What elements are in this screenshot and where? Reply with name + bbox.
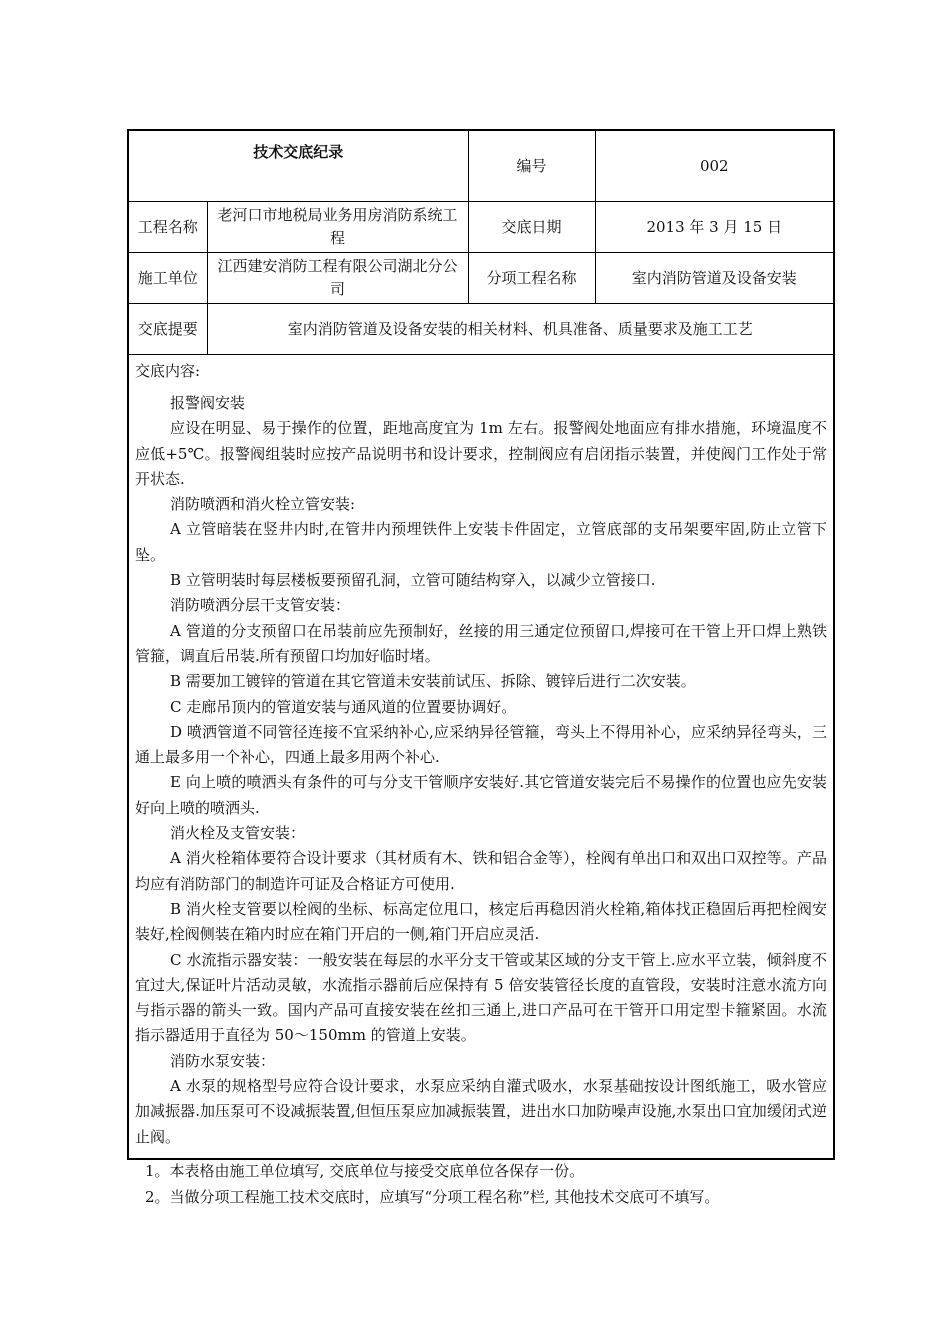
subproject-name-label: 分项工程名称 [468,253,595,304]
content-paragraph: C 水流指示器安装：一般安装在每层的水平分支干管或某区域的分支干管上.应水平立装，倾斜度不宜过大,保证叶片活动灵敏，水流指示器前后应保持有 5 倍安装管径长度的直管段，安装时注意水流方向与指示器的箭头一致。国内产品可直接安装在丝扣三通上,进口产品可在干管开口用定型卡箍紧固。水流指示器适用于直径为 50～150mm 的管道上安装。 [135,950,828,1045]
note-item: 1。本表格由施工单位填写, 交底单位与接受交底单位各保存一份。 [145,1162,585,1180]
content-paragraph: B 需要加工镀锌的管道在其它管道未安装前试压、拆除、镀锌后进行二次安装。 [170,672,696,691]
content-paragraph: A 管道的分支预留口在吊装前应先预制好，丝接的用三通定位预留口,焊接可在干管上开口焊上熟铁管箍，调直后吊装.所有预留口均加好临时堵。 [135,621,828,665]
content-paragraph: 应设在明显、易于操作的位置，距地高度宜为 1m 左右。报警阀处地面应有排水措施，环境温度不应低+5℃。报警阀组装时应按产品说明书和设计要求，控制阀应有启闭指示装置，并使阀门工作处于常开状态. [135,419,828,488]
content-paragraph: 消防喷洒分层干支管安装： [170,596,351,615]
summary-label: 交底提要 [128,304,207,355]
content-paragraph: 报警阀安装 [170,394,246,412]
content-paragraph: A 水泵的规格型号应符合设计要求，水泵应采纳自灌式吸水，水泵基础按设计图纸施工，吸水管应加减振器.加压泵可不设减振装置,但恒压泵应加减振装置，进出水口加防噪声设施,水泵出口宜加缓闭式逆止阀。 [135,1077,828,1146]
content-paragraph: B 立管明装时每层楼板要预留孔洞，立管可随结构穿入，以减少立管接口. [170,571,656,590]
content-paragraph: D 喷洒管道不同管径连接不宜采纳补心,应采纳异径管箍，弯头上不得用补心，应采纳异径弯头，三通上最多用一个补心，四通上最多用两个补心. [135,722,828,767]
construction-unit-value: 江西建安消防工程有限公司湖北分公司 [207,253,468,304]
number-value: 002 [595,130,834,202]
project-name-value: 老河口市地税局业务用房消防系统工程 [207,202,468,253]
subproject-name-value: 室内消防管道及设备安装 [595,253,834,304]
content-paragraph: 消防水泵安装： [170,1051,276,1070]
project-name-label: 工程名称 [128,202,207,253]
content-paragraph: 消火栓及支管安装： [170,824,306,843]
content-paragraph: A 立管暗装在竖井内时,在管井内预埋铁件上安装卡件固定，立管底部的支吊架要牢固,防止立管下坠。 [135,520,828,564]
content-paragraph: A 消火栓箱体要符合设计要求（其材质有木、铁和铝合金等），栓阀有单出口和双出口双控等。产品均应有消防部门的制造许可证及合格证方可使用. [135,849,828,893]
content-label: 交底内容: [135,362,201,380]
disclosure-date-label: 交底日期 [468,202,595,253]
content-paragraph: E 向上喷的喷洒头有条件的可与分支干管顺序安装好.其它管道安装完后不易操作的位置也应先安装好向上喷的喷洒头. [135,773,828,817]
content-paragraph: 消防喷洒和消火栓立管安装: [170,495,356,514]
summary-value: 室内消防管道及设备安装的相关材料、机具准备、质量要求及施工工艺 [207,304,834,355]
disclosure-date-value: 2013 年 3 月 15 日 [595,202,834,253]
note-item: 2。当做分项工程施工技术交底时，应填写“分项工程名称”栏, 其他技术交底可不填写。 [145,1188,720,1206]
construction-unit-label: 施工单位 [128,253,207,304]
number-label: 编号 [468,130,595,202]
content-cell [128,355,834,1159]
footer-notes [145,1158,845,1210]
content-paragraph: B 消火栓支管要以栓阀的坐标、标高定位甩口，核定后再稳因消火栓箱,箱体找正稳固后再把栓阀安装好,栓阀侧装在箱内时应在箱门开启的一侧,箱门开启应灵活. [135,899,828,944]
technical-disclosure-form [127,129,833,1160]
content-paragraph: C 走廊吊顶内的管道安装与通风道的位置要协调好。 [170,697,517,716]
form-title: 技术交底纪录 [128,130,468,202]
form-table [127,129,835,1160]
